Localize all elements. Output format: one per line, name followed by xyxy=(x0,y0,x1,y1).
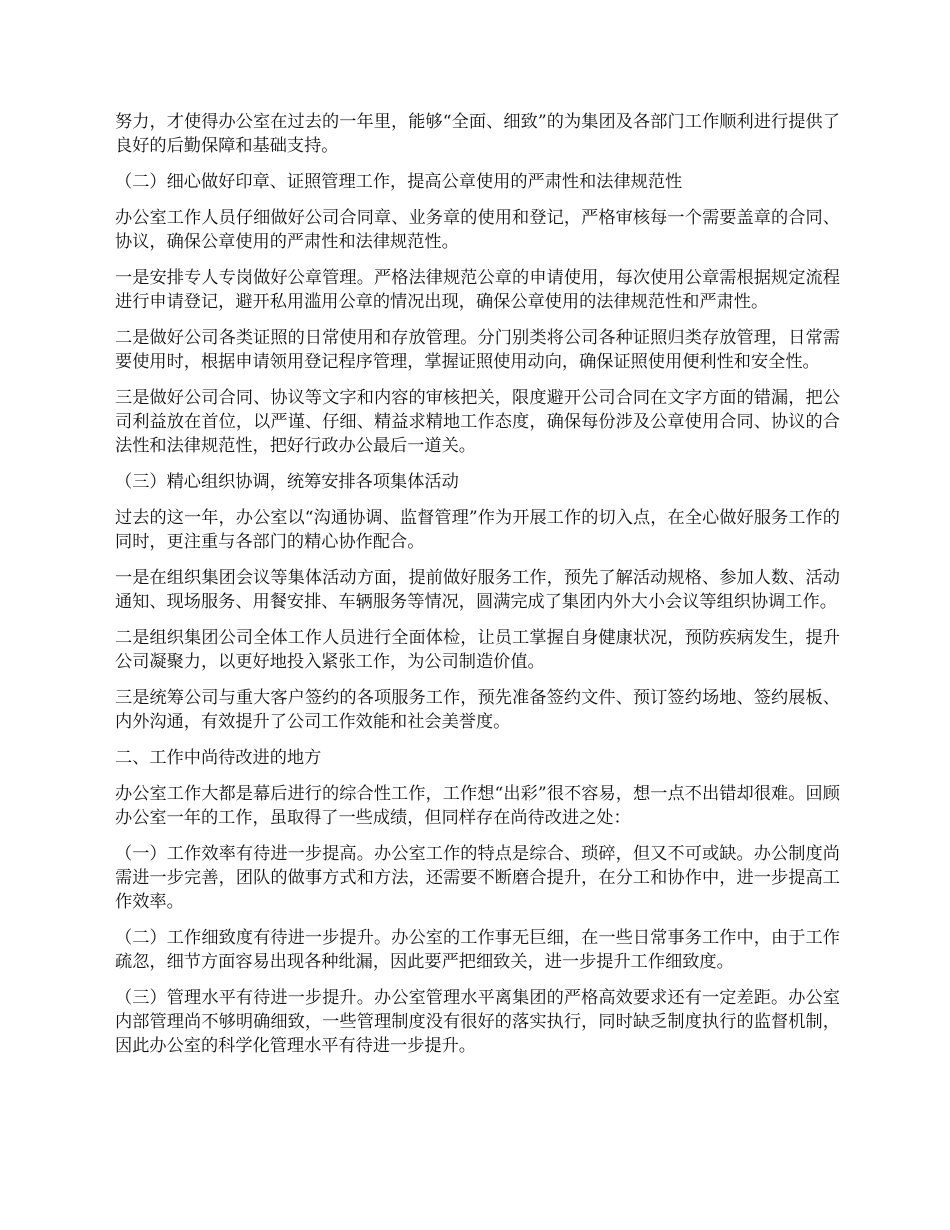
subheading-seal-license-management: （二）细心做好印章、证照管理工作，提高公章使用的严肃性和法律规范性 xyxy=(115,172,683,192)
paragraph: 二是组织集团公司全体工作人员进行全面体检，让员工掌握自身健康状况，预防疾病发生，提升公司凝聚力，以更好地投入紧张工作，为公司制造价值。 xyxy=(115,628,840,672)
paragraph: 一是安排专人专岗做好公章管理。严格法律规范公章的申请使用，每次使用公章需根据规定流程进行申请登记，避开私用滥用公章的情况出现，确保公章使用的法律规范性和严肃性。 xyxy=(115,268,840,312)
document-page xyxy=(115,110,840,1070)
subheading-collective-activities: （三）精心组织协调，统筹安排各项集体活动 xyxy=(115,472,459,492)
paragraph-continuation: 努力，才使得办公室在过去的一年里，能够“全面、细致”的为集团及各部门工作顺利进行提供了良好的后勤保障和基础支持。 xyxy=(115,112,840,156)
paragraph: （二）工作细致度有待进一步提升。办公室的工作事无巨细，在一些日常事务工作中，由于工作疏忽，细节方面容易出现各种纰漏，因此要严把细致关，进一步提升工作细致度。 xyxy=(115,928,840,972)
paragraph: 办公室工作人员仔细做好公司合同章、业务章的使用和登记，严格审核每一个需要盖章的合同、协议，确保公章使用的严肃性和法律规范性。 xyxy=(115,208,840,252)
paragraph: （三）管理水平有待进一步提升。办公室管理水平离集团的严格高效要求还有一定差距。办公室内部管理尚不够明确细致，一些管理制度没有很好的落实执行，同时缺乏制度执行的监督机制，因此办公室的科学化管理水平有待进一步提升。 xyxy=(115,988,840,1056)
paragraph: 办公室工作大都是幕后进行的综合性工作，工作想“出彩”很不容易，想一点不出错却很难。回顾办公室一年的工作，虽取得了一些成绩，但同样存在尚待改进之处： xyxy=(115,784,840,828)
section-heading-improvements: 二、工作中尚待改进的地方 xyxy=(115,748,322,768)
paragraph: 过去的这一年，办公室以“沟通协调、监督管理”作为开展工作的切入点，在全心做好服务工作的同时，更注重与各部门的精心协作配合。 xyxy=(115,508,840,552)
paragraph: 二是做好公司各类证照的日常使用和存放管理。分门别类将公司各种证照归类存放管理，日常需要使用时，根据申请领用登记程序管理，掌握证照使用动向，确保证照使用便利性和安全性。 xyxy=(115,328,840,372)
paragraph: 三是统筹公司与重大客户签约的各项服务工作，预先准备签约文件、预订签约场地、签约展板、内外沟通，有效提升了公司工作效能和社会美誉度。 xyxy=(115,688,840,732)
paragraph: （一）工作效率有待进一步提高。办公室工作的特点是综合、琐碎，但又不可或缺。办公制度尚需进一步完善，团队的做事方式和方法，还需要不断磨合提升，在分工和协作中，进一步提高工作效率。 xyxy=(115,844,840,912)
paragraph: 三是做好公司合同、协议等文字和内容的审核把关，限度避开公司合同在文字方面的错漏，把公司利益放在首位，以严谨、仔细、精益求精地工作态度，确保每份涉及公章使用合同、协议的合法性和法律规范性，把好行政办公最后一道关。 xyxy=(115,388,840,456)
paragraph: 一是在组织集团会议等集体活动方面，提前做好服务工作，预先了解活动规格、参加人数、活动通知、现场服务、用餐安排、车辆服务等情况，圆满完成了集团内外大小会议等组织协调工作。 xyxy=(115,568,840,612)
